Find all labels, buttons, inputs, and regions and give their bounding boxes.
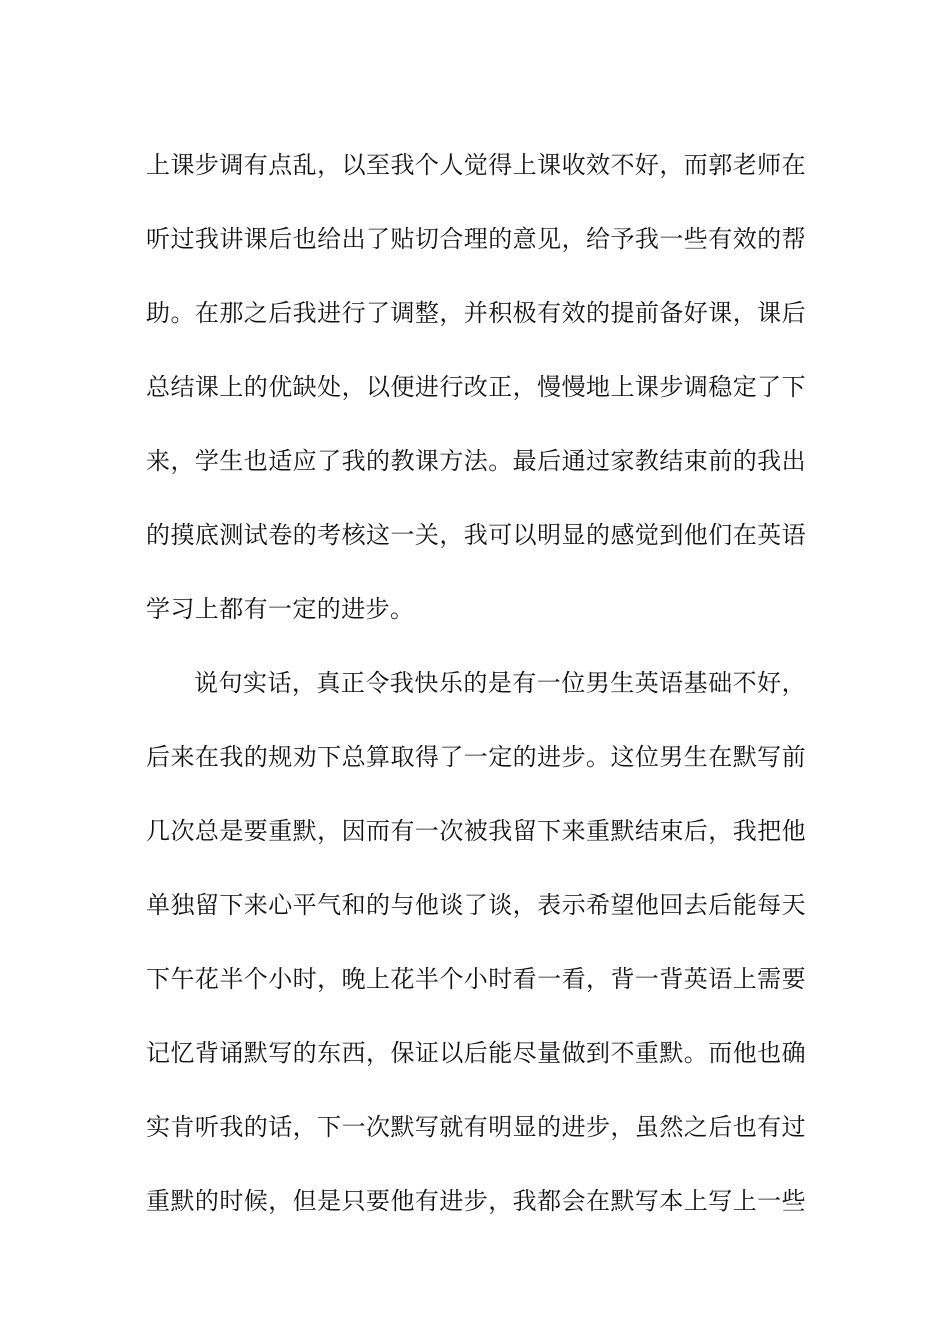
text-line-10: 几次总是要重默，因而有一次被我留下来重默结束后，我把他 bbox=[146, 817, 806, 845]
text-line-7: 学习上都有一定的进步。 bbox=[146, 595, 415, 623]
text-line-15: 重默的时候，但是只要他有进步，我都会在默写本上写上一些 bbox=[146, 1187, 806, 1215]
text-line-12: 下午花半个小时，晚上花半个小时看一看，背一背英语上需要 bbox=[146, 965, 806, 993]
text-line-9: 后来在我的规劝下总算取得了一定的进步。这位男生在默写前 bbox=[146, 743, 806, 771]
text-line-1: 上课步调有点乱，以至我个人觉得上课收效不好，而郭老师在 bbox=[146, 151, 806, 179]
text-line-13: 记忆背诵默写的东西，保证以后能尽量做到不重默。而他也确 bbox=[146, 1039, 806, 1067]
text-line-6: 的摸底测试卷的考核这一关，我可以明显的感觉到他们在英语 bbox=[146, 521, 806, 549]
text-line-3: 助。在那之后我进行了调整，并积极有效的提前备好课，课后 bbox=[146, 299, 806, 327]
text-line-2: 听过我讲课后也给出了贴切合理的意见，给予我一些有效的帮 bbox=[146, 225, 806, 253]
text-line-4: 总结课上的优缺处，以便进行改正，慢慢地上课步调稳定了下 bbox=[146, 373, 806, 401]
text-line-11: 单独留下来心平气和的与他谈了谈，表示希望他回去后能每天 bbox=[146, 891, 806, 919]
text-line-14: 实肯听我的话，下一次默写就有明显的进步，虽然之后也有过 bbox=[146, 1113, 806, 1141]
body-text bbox=[146, 128, 806, 1238]
paragraph-first-line: 说句实话，真正令我快乐的是有一位男生英语基础不好， bbox=[194, 669, 806, 697]
text-line-5: 来，学生也适应了我的教课方法。最后通过家教结束前的我出 bbox=[146, 447, 806, 475]
